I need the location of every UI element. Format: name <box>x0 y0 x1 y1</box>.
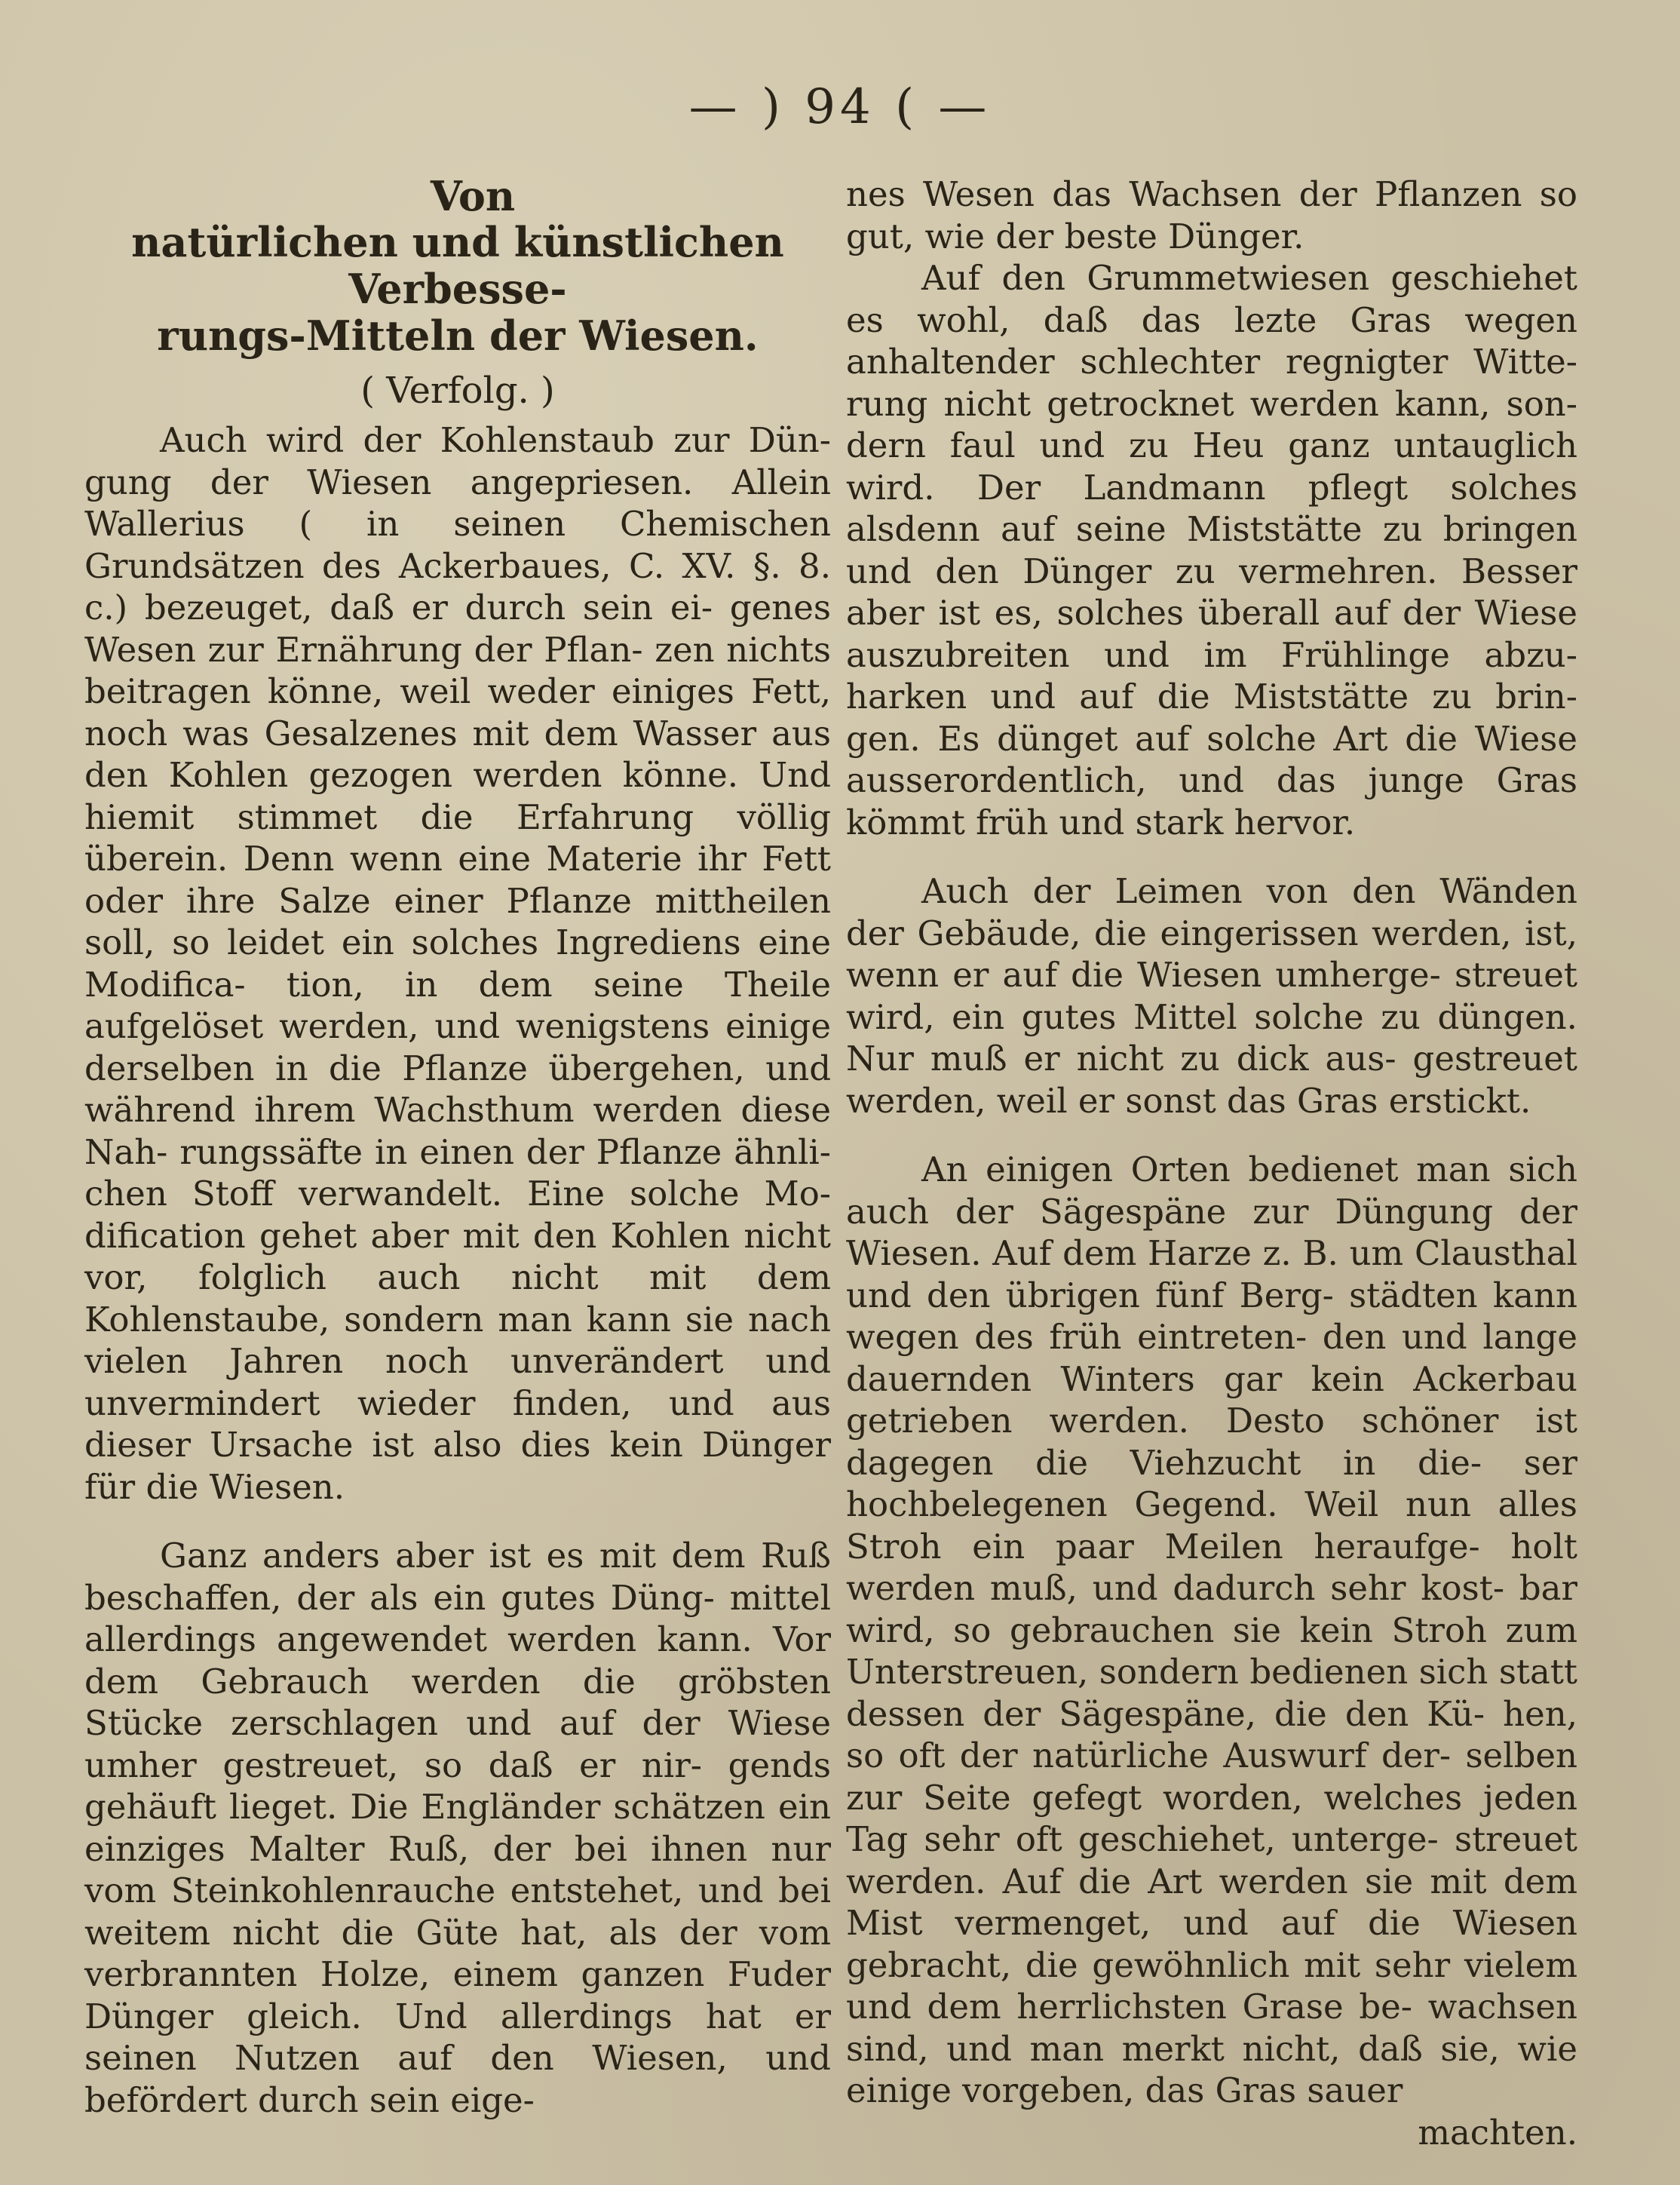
article-title-line3: rungs-Mitteln der Wiesen. <box>157 311 759 360</box>
paragraph-aftermath-meadows: Auf den Grummetwiesen geschiehet es wohl, daß das lezte Gras wegen anhaltender schlechter regnigter Witte- rung nicht getrocknet werden kann, son- dern faul und zu Heu ganz untauglich wird. Der Landmann pflegt solches alsdenn auf seine Miststätte zu bringen und den Dünger zu vermehren. Besser aber ist es, solches überall auf der Wiese auszubreiten und im Frühlinge abzu- harken und auf die Miststätte zu brin- gen. Es dünget auf solche Art die Wiese ausserordentlich, und das junge Gras kömmt früh und stark hervor. <box>846 258 1577 842</box>
paragraph-sawdust-end: machten. <box>1418 2112 1577 2153</box>
article-subtitle: ( Verfolg. ) <box>360 370 555 412</box>
page-number: — ) 94 ( — <box>688 79 992 135</box>
left-column <box>84 173 831 2121</box>
paragraph-sawdust: An einigen Orten bedienet man sich auch der Sägespäne zur Düngung der Wiesen. Auf dem Harze z. B. um Clausthal und den übrigen fünf Berg- städten kann wegen des früh eintreten- den und lange dauernden Winters gar kein Ackerbau getrieben werden. Desto schöner ist dagegen die Viehzucht in die- ser hochbelegenen Gegend. Weil nun alles Stroh ein paar Meilen heraufge- holt werden muß, und dadurch sehr kost- bar wird, so gebrauchen sie kein Stroh zum Unterstreuen, sondern bedienen sich statt dessen der Sägespäne, die den Kü- hen, so oft der natürliche Auswurf der- selben zur Seite gefegt worden, welches jeden Tag sehr oft geschiehet, unterge- streuet werden. Auf die Art werden sie mit dem Mist vermenget, und auf die Wiesen gebracht, die gewöhnlich mit sehr vielem und dem herrlichsten Grase be- wachsen sind, und man merkt nicht, daß sie, wie einige vorgeben, das Gras sauer <box>846 1149 1577 2110</box>
paragraph-soot-continued: nes Wesen das Wachsen der Pflanzen so gut, wie der beste Dünger. <box>846 174 1577 256</box>
paragraph-soot: Ganz anders aber ist es mit dem Ruß beschaffen, der als ein gutes Düng- mittel allerdings angewendet werden kann. Vor dem Gebrauch werden die gröbsten Stücke zerschlagen und auf der Wiese umher gestreuet, so daß er nir- gends gehäuft lieget. Die Engländer schätzen ein einziges Malter Ruß, der bei ihnen nur vom Steinkohlenrauche entstehet, und bei weitem nicht die Güte hat, als der vom verbrannten Holze, einem ganzen Fuder Dünger gleich. Und allerdings hat er seinen Nutzen auf den Wiesen, und befördert durch sein eige- <box>84 1536 831 2120</box>
paragraph-coal-dust: Auch wird der Kohlenstaub zur Dün- gung der Wiesen angepriesen. Allein Wallerius ( in seinen Chemischen Grundsätzen des Ackerbaues, C. XV. §. 8. c.) bezeuget, daß er durch sein ei- genes Wesen zur Ernährung der Pflan- zen nichts beitragen könne, weil weder einiges Fett, noch was Gesalzenes mit dem Wasser aus den Kohlen gezogen werden könne. Und hiemit stimmet die Erfahrung völlig überein. Denn wenn eine Materie ihr Fett oder ihre Salze einer Pflanze mittheilen soll, so leidet ein solches Ingrediens eine Modifica- tion, in dem seine Theile aufgelöset werden, und wenigstens einige derselben in die Pflanze übergehen, und während ihrem Wachsthum werden diese Nah- rungssäfte in einen der Pflanze ähnli- chen Stoff verwandelt. Eine solche Mo- dification gehet aber mit den Kohlen nicht vor, folglich auch nicht mit dem Kohlenstaube, sondern man kann sie nach vielen Jahren noch unverändert und unvermindert wieder finden, und aus dieser Ursache ist also dies kein Dünger für die Wiesen. <box>84 420 831 1507</box>
article-title-line1: Von <box>430 172 516 220</box>
article-title-line2: natürlichen und künstlichen Verbesse- <box>131 218 784 313</box>
paragraph-loam: Auch der Leimen von den Wänden der Gebäude, die eingerissen werden, ist, wenn er auf die Wiesen umherge- streuet wird, ein gutes Mittel solche zu düngen. Nur muß er nicht zu dick aus- gestreuet werden, weil er sonst das Gras erstickt. <box>846 871 1577 1121</box>
right-column <box>846 173 1577 2153</box>
